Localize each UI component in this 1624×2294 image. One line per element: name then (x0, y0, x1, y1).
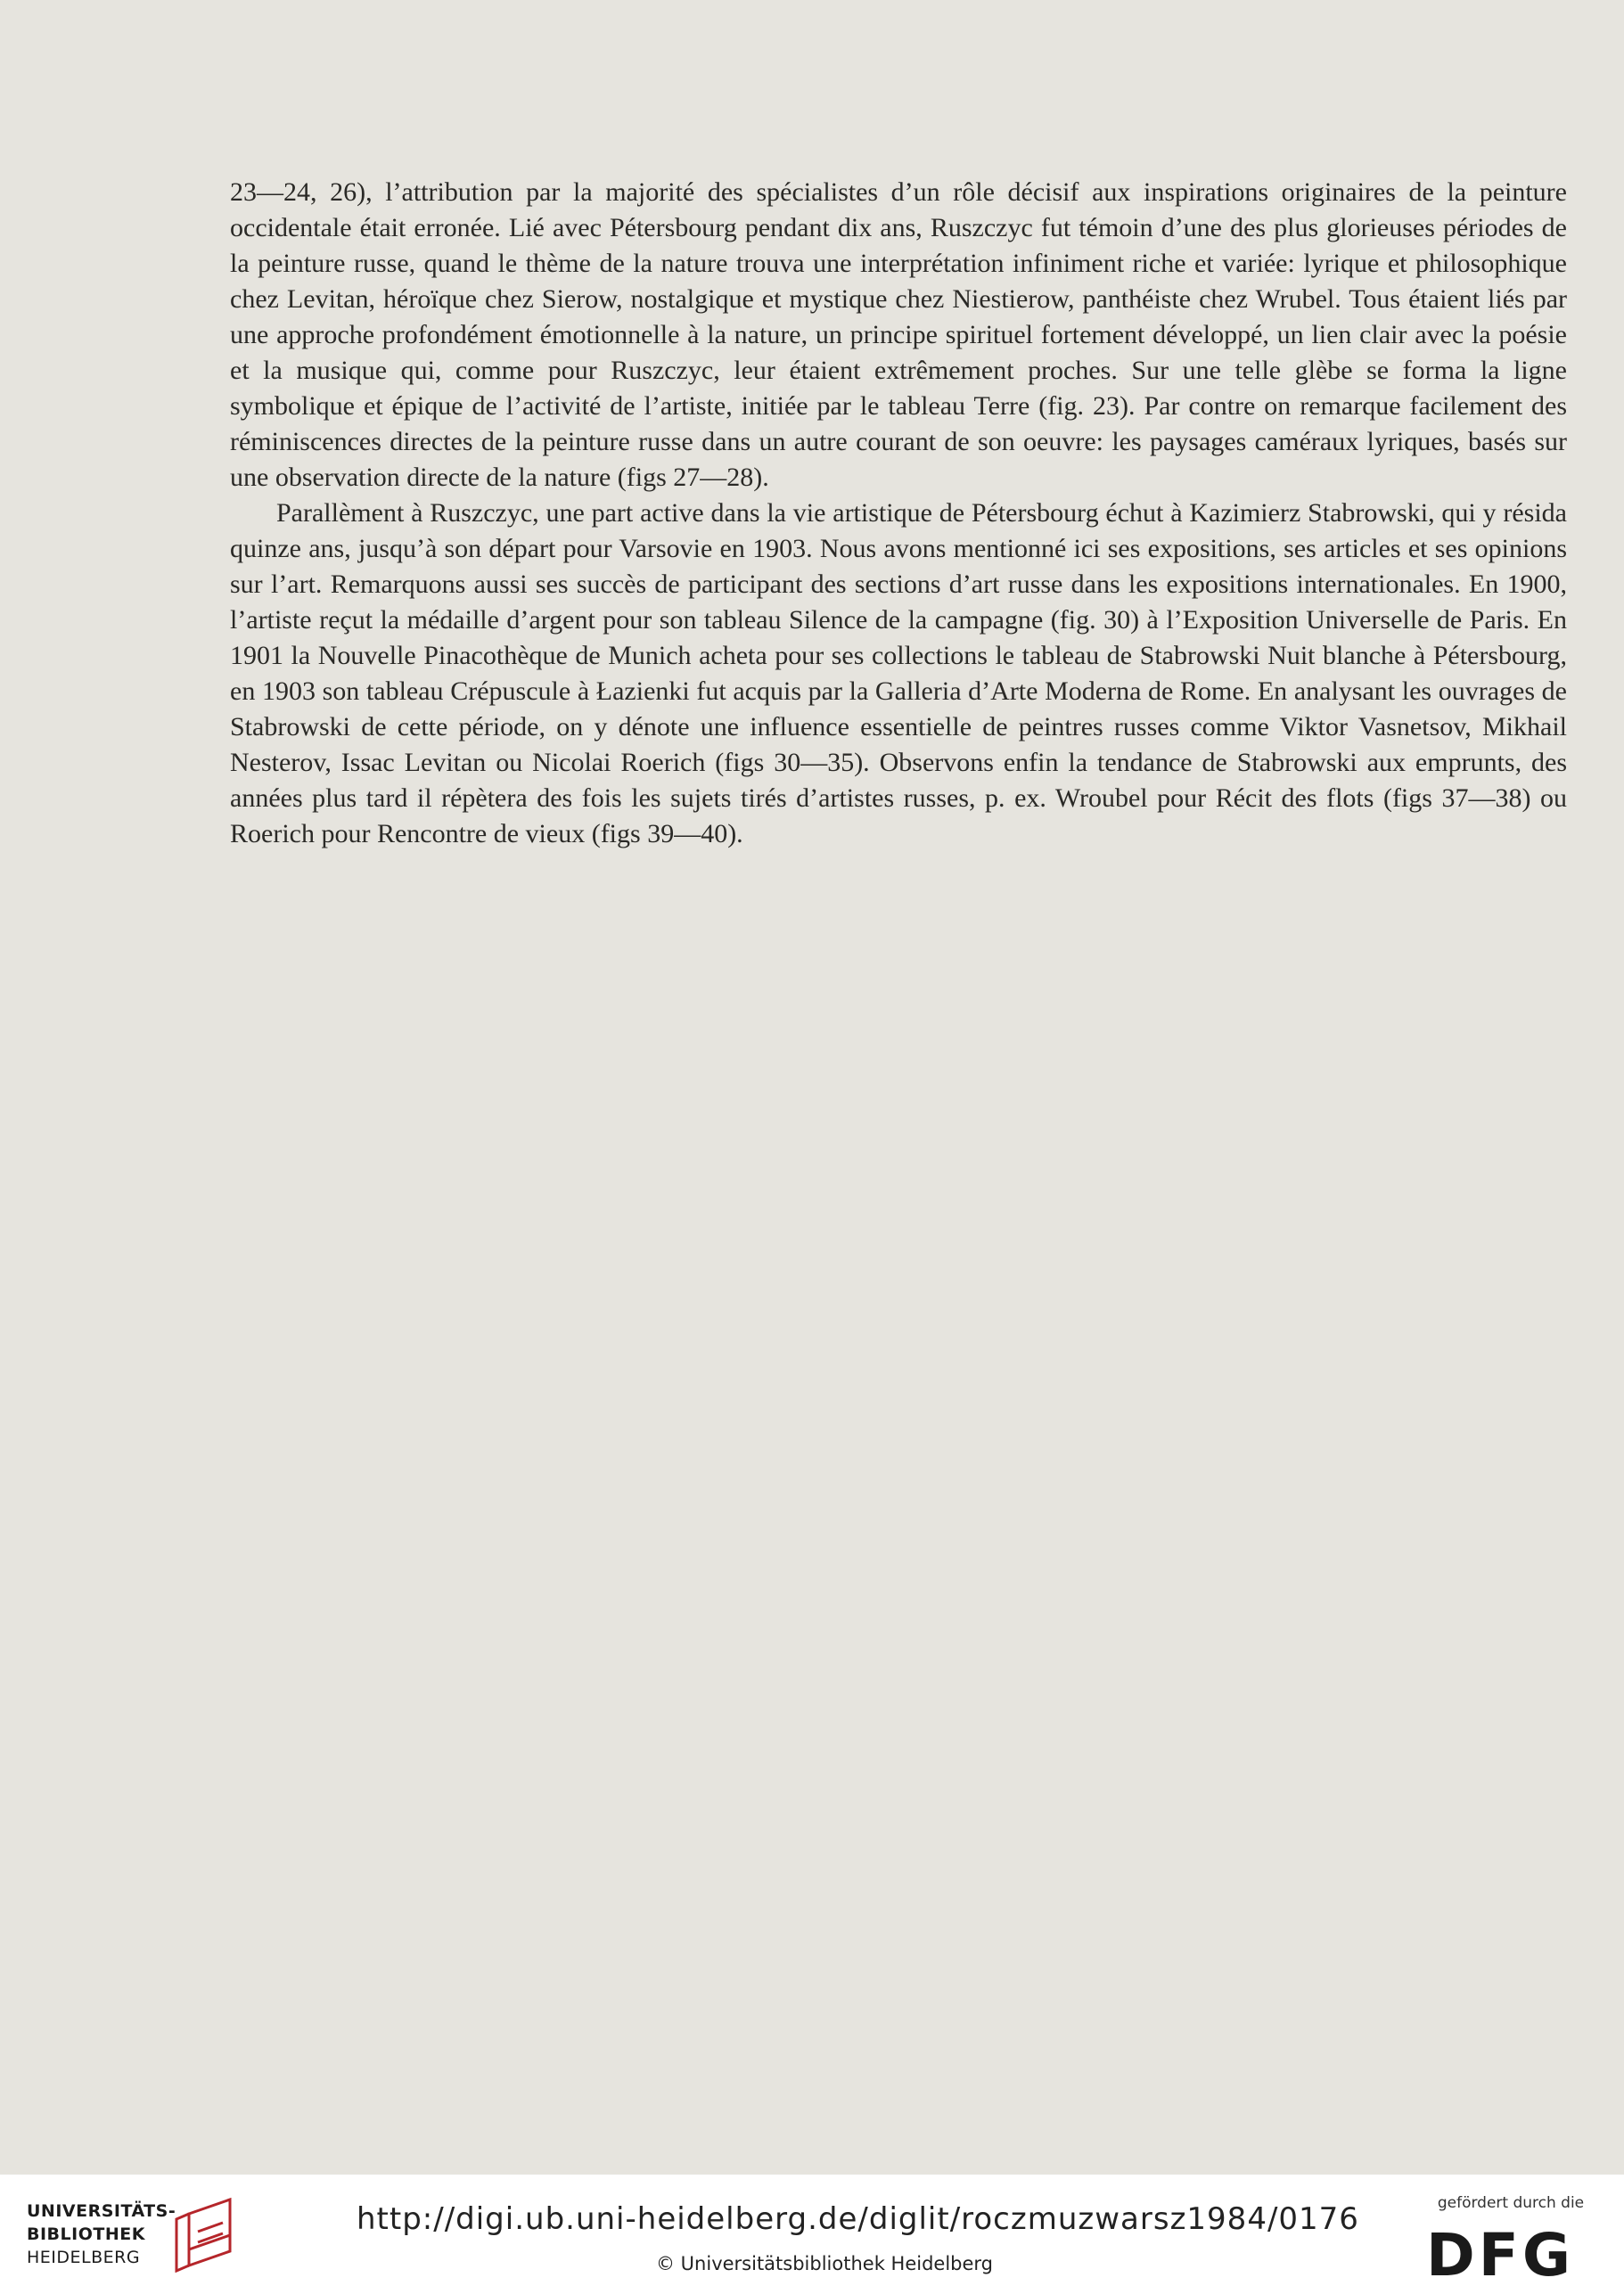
page-url-link[interactable]: http://digi.ub.uni-heidelberg.de/diglit/roczmuzwarsz1984/0176 (357, 2201, 1359, 2237)
dfg-funding-logo[interactable] (1426, 2194, 1604, 2290)
logo-line-1: UNIVERSITÄTS- (27, 2201, 176, 2221)
library-emblem-icon (168, 2196, 250, 2273)
university-library-logo[interactable] (27, 2196, 250, 2273)
funding-caption: gefördert durch die (1437, 2194, 1585, 2212)
digitization-footer (0, 2175, 1624, 2294)
article-text (230, 175, 1567, 852)
dfg-logo-text: DFG (1426, 2221, 1575, 2290)
paragraph-1: 23—24, 26), l’attribution par la majorité des spécialistes d’un rôle décisif aux inspirations originaires de la peinture occidentale était erronée. Lié avec Pétersbourg pendant dix ans, Ruszczyc fut témoin d’une des plus glorieuses périodes de la peinture russe, quand le thème de la nature trouva une interprétation infiniment riche et variée: lyrique et philosophique chez Levitan, héroïque chez Sierow, nostalgique et mystique chez Niestierow, panthéiste chez Wrubel. Tous étaient liés par une approche profondément émotionnelle à la nature, un principe spirituel fortement développé, un lien clair avec la poésie et la musique qui, comme pour Ruszczyc, leur étaient extrêmement proches. Sur une telle glèbe se forma la ligne symbolique et épique de l’activité de l’artiste, initiée par le tableau Terre (fig. 23). Par contre on remarque facilement des réminiscences directes de la peinture russe dans un autre courant de son oeuvre: les paysages caméraux lyriques, basés sur une observation directe de la nature (figs 27—28). (230, 177, 1567, 492)
logo-line-2: BIBLIOTHEK (27, 2224, 145, 2244)
copyright-notice: © Universitätsbibliothek Heidelberg (656, 2253, 994, 2274)
logo-line-3: HEIDELBERG (27, 2248, 141, 2267)
paragraph-2: Parallèment à Ruszczyc, une part active dans la vie artistique de Pétersbourg échut à Kazimierz Stabrowski, qui y résida quinze ans, jusqu’à son départ pour Varsovie en 1903. Nous avons mentionné ici ses expositions, ses articles et ses opinions sur l’art. Remarquons aussi ses succès de participant des sections d’art russe dans les expositions internationales. En 1900, l’artiste reçut la médaille d’argent pour son tableau Silence de la campagne (fig. 30) à l’Exposition Universelle de Paris. En 1901 la Nouvelle Pinacothèque de Munich acheta pour ses collections le tableau de Stabrowski Nuit blanche à Pétersbourg, en 1903 son tableau Crépuscule à Łazienki fut acquis par la Galleria d’Arte Moderna de Rome. En analysant les ouvrages de Stabrowski de cette période, on y dénote une influence essentielle de peintres russes comme Viktor Vasnetsov, Mikhail Nesterov, Issac Levitan ou Nicolai Roerich (figs 30—35). Observons enfin la tendance de Stabrowski aux emprunts, des années plus tard il répètera des fois les sujets tirés d’artistes russes, p. ex. Wroubel pour Récit des flots (figs 37—38) ou Roerich pour Rencontre de vieux (figs 39—40). (230, 498, 1567, 848)
